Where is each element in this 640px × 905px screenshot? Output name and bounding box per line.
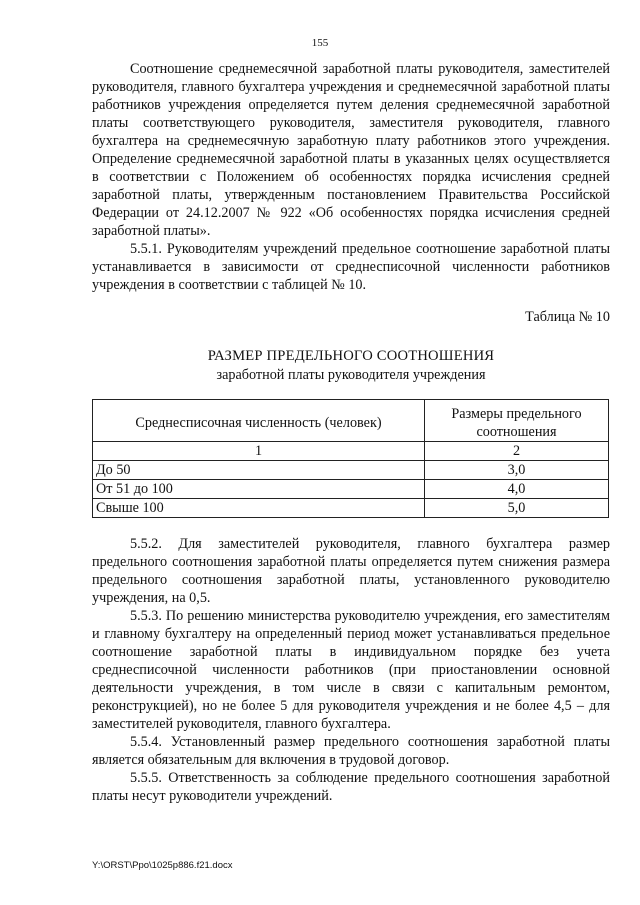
column-number-2: 2 (425, 442, 609, 461)
table-column-number-row (93, 442, 609, 461)
header-headcount: Среднесписочная численность (человек) (93, 400, 425, 442)
table-row (93, 499, 609, 518)
paragraph-ratio-definition: Соотношение среднемесячной заработной платы руководителя, заместителей руководителя, главного бухгалтера учреждения и среднемесячной заработной платы работников учреждения определяется путем деления среднемесячной заработной платы соответствующего руководителя, заместителя руководителя, главного бухгалтера на среднемесячную заработную плату работников этого учреждения. Определение среднемесячной заработной платы в указанных целях осуществляется в соответствии с Положением об особенностях порядка исчисления средней заработной платы, утвержденным постановлением Правительства Российской Федерации от 24.12.2007 № 922 «Об особенностях порядка исчисления средней заработной платы». (92, 61, 610, 239)
paragraph-5-5-2: 5.5.2. Для заместителей руководителя, главного бухгалтера размер предельного соотношения заработной платы определяется путем снижения размера предельного соотношения заработной платы, установленного руководителю учреждения, на 0,5. (92, 536, 610, 606)
table-row (93, 480, 609, 499)
paragraph-5-5-1: 5.5.1. Руководителям учреждений предельное соотношение заработной платы устанавливается в зависимости от среднесписочной численности работников учреждения в соответствии с таблицей № 10. (92, 241, 610, 293)
table-subtitle: заработной платы руководителя учреждения (216, 367, 486, 383)
page-number: 155 (311, 37, 329, 49)
column-number-1: 1 (93, 442, 425, 461)
cell-headcount: До 50 (93, 461, 425, 480)
ratio-table (92, 399, 609, 518)
paragraph-5-5-3: 5.5.3. По решению министерства руководителю учреждения, его заместителям и главному бухгалтеру на определенный период может устанавливаться предельное соотношение заработной платы в индивидуальном порядке без учета среднесписочной численности работников (при приостановлении основной деятельности учреждения, в том числе в связи с капитальным ремонтом, реконструкцией), но не более 5 для руководителя учреждения и не более 4,5 – для заместителей руководителя, главного бухгалтера. (92, 608, 610, 732)
table-title: РАЗМЕР ПРЕДЕЛЬНОГО СООТНОШЕНИЯ (207, 348, 495, 364)
table-row (93, 461, 609, 480)
cell-ratio: 5,0 (425, 499, 609, 518)
header-ratio: Размеры предельного соотношения (425, 400, 609, 442)
cell-ratio: 3,0 (425, 461, 609, 480)
cell-headcount: От 51 до 100 (93, 480, 425, 499)
paragraph-5-5-5: 5.5.5. Ответственность за соблюдение предельного соотношения заработной платы несут руководители учреждений. (92, 770, 610, 804)
table-header-row (93, 400, 609, 442)
table-label: Таблица № 10 (525, 309, 610, 325)
cell-headcount: Свыше 100 (93, 499, 425, 518)
document-body (92, 60, 610, 805)
file-path-footer: Y:\ORST\Ppo\1025p886.f21.docx (92, 860, 233, 871)
cell-ratio: 4,0 (425, 480, 609, 499)
paragraph-5-5-4: 5.5.4. Установленный размер предельного соотношения заработной платы является обязательным для включения в трудовой договор. (92, 734, 610, 768)
